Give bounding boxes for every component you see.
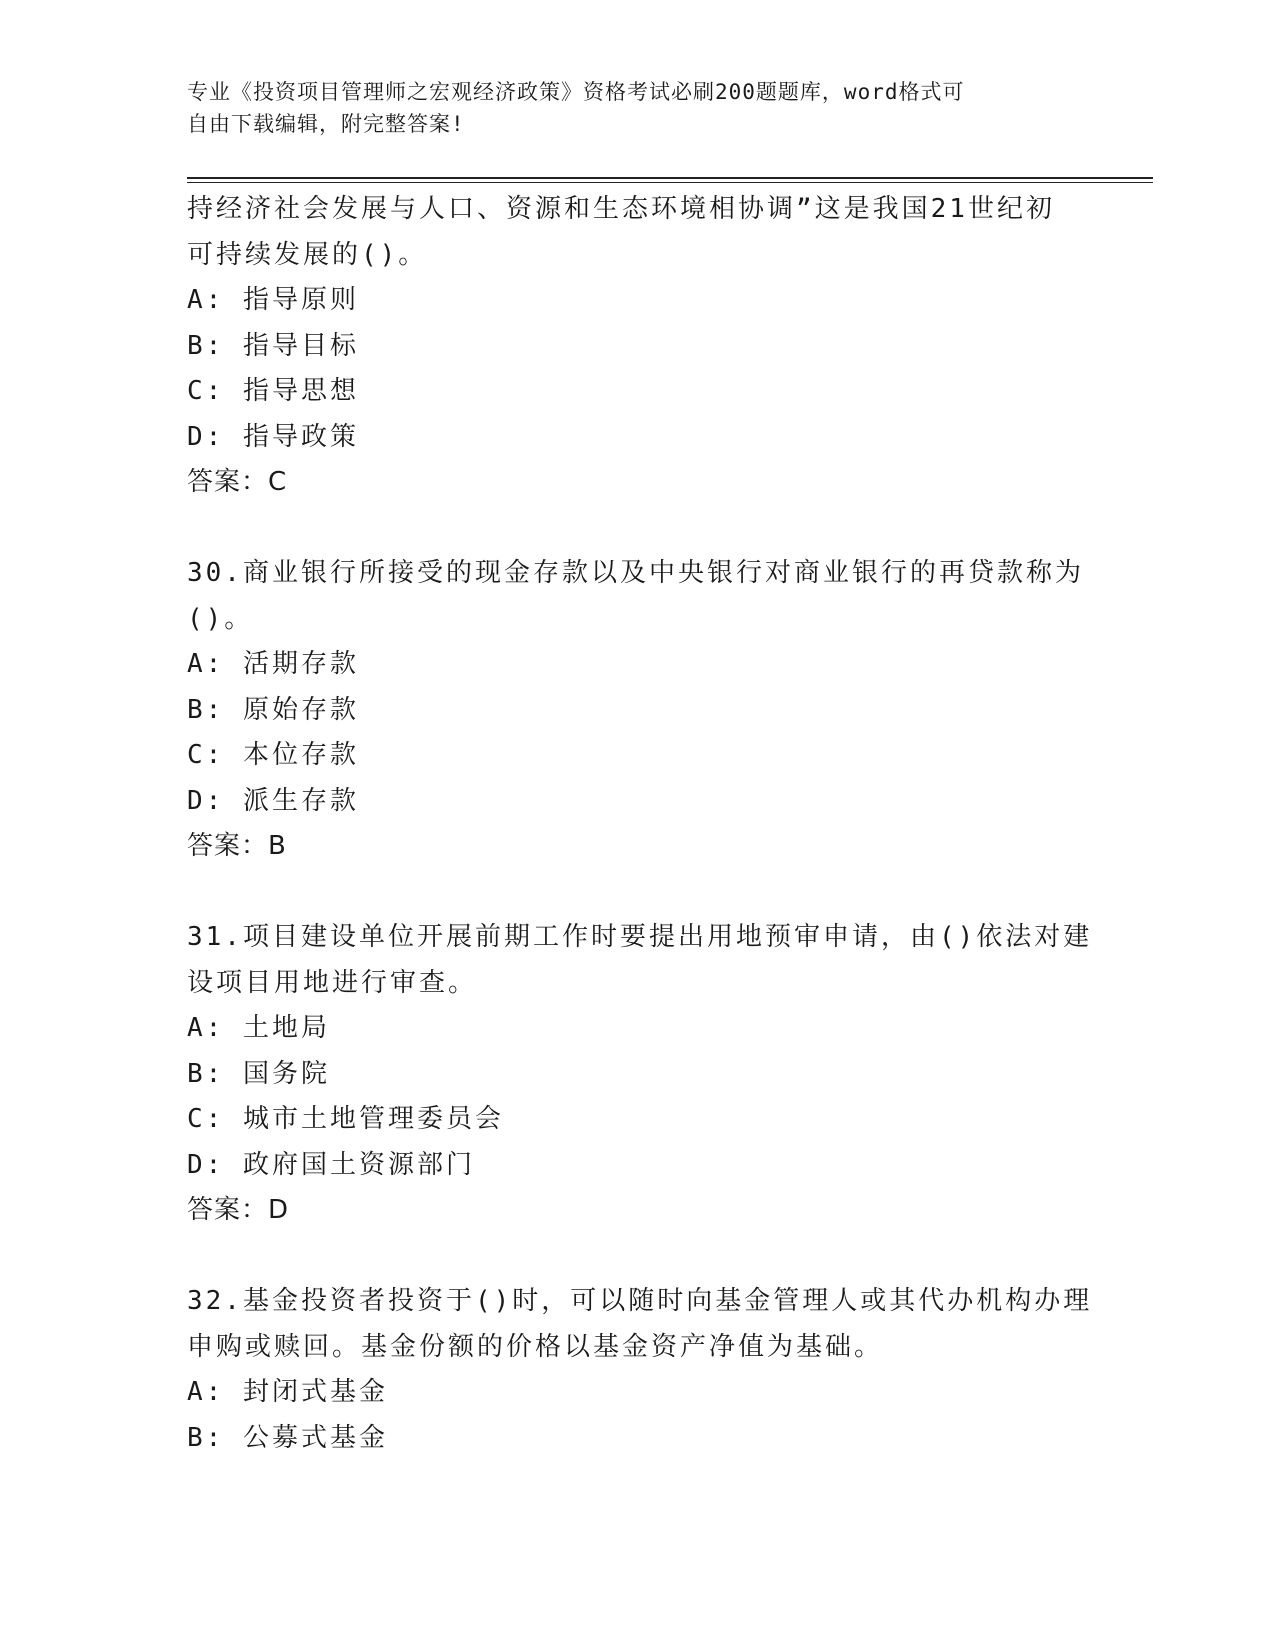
question-30 [187, 551, 1087, 870]
question-text-line: 持经济社会发展与人口、资源和生态环境相协调”这是我国21世纪初 [187, 194, 1055, 224]
question-text-line: 可持续发展的()。 [187, 239, 428, 270]
question-spacer [187, 1234, 1087, 1280]
option-d: D: 派生存款 [187, 785, 359, 816]
header-line-2: 自由下载编辑，附完整答案! [187, 112, 465, 136]
question-29 [187, 187, 1087, 506]
answer-line: 答案：C [187, 467, 288, 497]
question-list [187, 187, 1093, 1461]
option-b: B: 指导目标 [187, 330, 359, 361]
option-c: C: 指导思想 [187, 376, 359, 406]
option-a: A: 指导原则 [187, 285, 359, 315]
question-32 [187, 1279, 1093, 1461]
question-spacer [187, 870, 1087, 916]
question-text-line: 申购或赎回。基金份额的价格以基金资产净值为基础。 [187, 1331, 884, 1362]
answer-line: 答案：B [187, 831, 287, 861]
option-c: C: 城市土地管理委员会 [187, 1104, 504, 1134]
option-d: D: 指导政策 [187, 421, 359, 452]
option-b: B: 公募式基金 [187, 1422, 388, 1453]
option-d: D: 政府国土资源部门 [187, 1149, 475, 1180]
document-header [187, 76, 1067, 140]
option-a: A: 土地局 [187, 1013, 330, 1043]
question-spacer [187, 506, 1087, 552]
header-line-1: 专业《投资项目管理师之宏观经济政策》资格考试必刷200题题库，word格式可 [187, 80, 965, 104]
option-c: C: 本位存款 [187, 740, 359, 770]
option-a: A: 活期存款 [187, 649, 359, 679]
header-divider-thick [187, 177, 1153, 179]
question-text-line: 32.基金投资者投资于()时，可以随时向基金管理人或其代办机构办理 [187, 1286, 1093, 1316]
question-text-line: 31.项目建设单位开展前期工作时要提出用地预审申请，由()依法对建 [187, 922, 1093, 952]
option-b: B: 国务院 [187, 1058, 330, 1089]
question-text-line: ()。 [187, 603, 254, 634]
question-text-line: 30.商业银行所接受的现金存款以及中央银行对商业银行的再贷款称为 [187, 558, 1084, 588]
question-31 [187, 915, 1093, 1234]
option-a: A: 封闭式基金 [187, 1377, 388, 1407]
question-text-line: 设项目用地进行审查。 [187, 967, 478, 998]
answer-line: 答案：D [187, 1195, 290, 1225]
option-b: B: 原始存款 [187, 694, 359, 725]
header-divider-thin [187, 182, 1153, 183]
